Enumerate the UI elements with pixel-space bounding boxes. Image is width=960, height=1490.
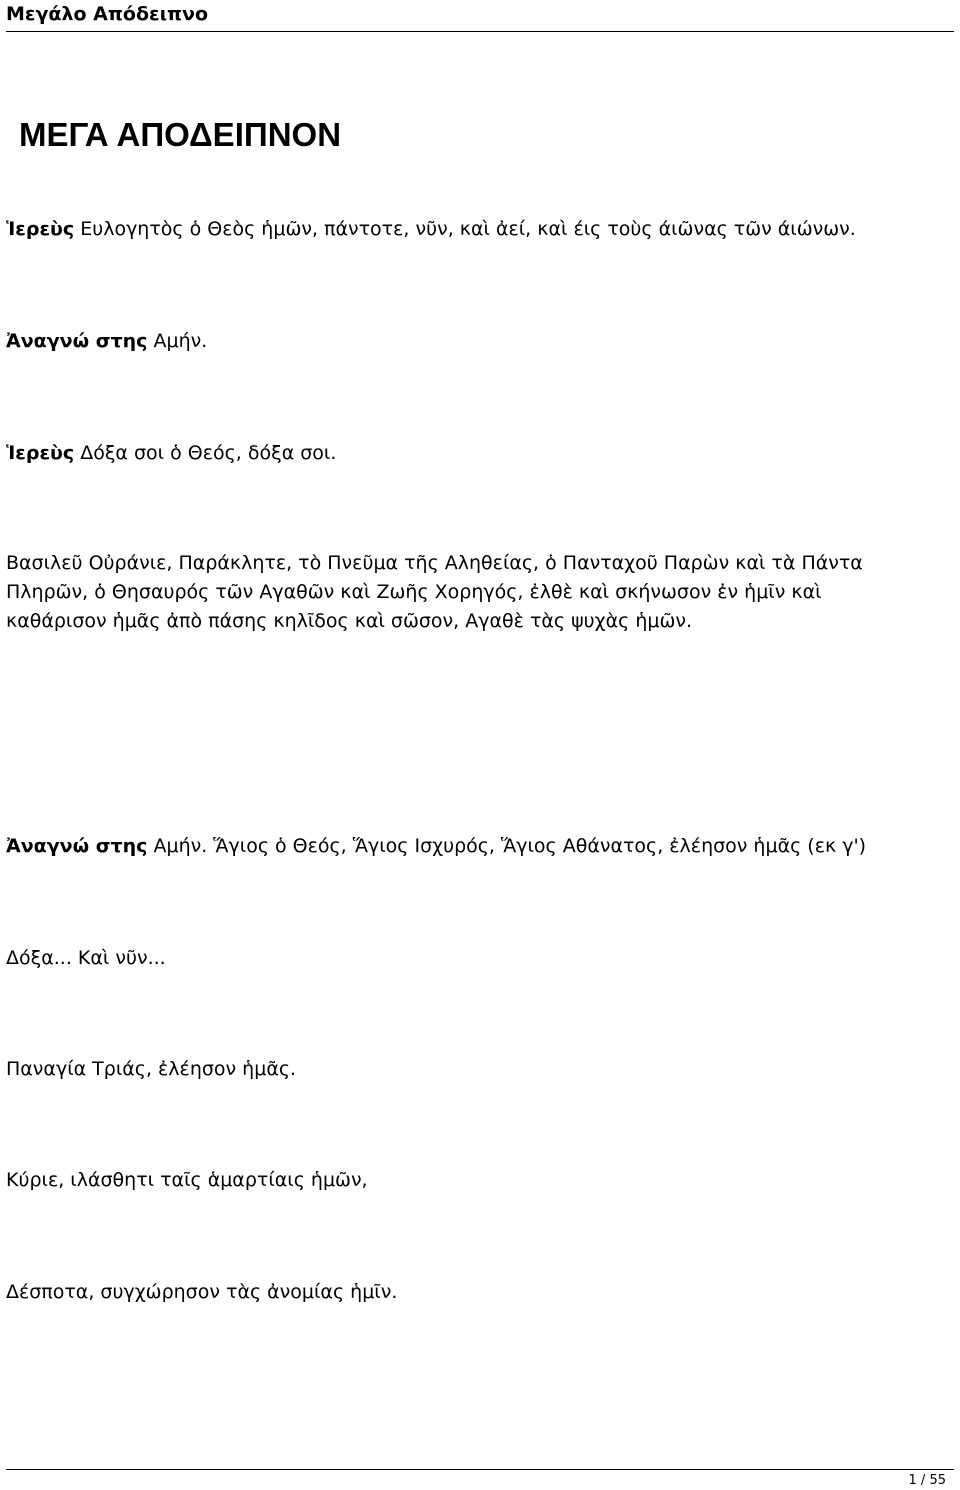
- footer-divider: [6, 1469, 954, 1470]
- liturgy-line: [6, 832, 866, 860]
- speaker-label: Ἱερεὺς: [6, 442, 75, 464]
- speaker-label: Ἀναγνώ στης: [6, 330, 148, 352]
- liturgy-text: Δόξα σοι ὁ Θεός, δόξα σοι.: [74, 442, 337, 464]
- closing-line: Παναγία Τριάς, ἐλέησον ἡμᾶς.: [6, 1058, 297, 1080]
- liturgy-text: Αμήν.: [147, 330, 208, 352]
- prayer-line: Πληρῶν, ὁ Θησαυρός τῶν Αγαθῶν καὶ Ζωῆς Χορηγός, ἐλθὲ καὶ σκήνωσον ἐν ἡμῖν καὶ: [6, 581, 822, 603]
- running-header-title: Μεγάλο Απόδειπνο: [6, 3, 209, 25]
- closing-line: Κύριε, ιλάσθητι ταῖς ἁμαρτίαις ἡμῶν,: [6, 1169, 368, 1191]
- prayer-line: Βασιλεῦ Οὐράνιε, Παράκλητε, τὸ Πνεῦμα τῆς Αληθείας, ὁ Πανταχοῦ Παρὼν καὶ τὰ Πάντα: [6, 552, 863, 574]
- liturgy-text: Ευλογητὸς ὁ Θεὸς ἡμῶν, πάντοτε, νῦν, καὶ ἀεί, καὶ έις τοὺς άιῶνας τῶν άιώνων.: [74, 218, 856, 240]
- page-number: 1 / 55: [908, 1473, 946, 1488]
- liturgy-line: [6, 215, 856, 243]
- header-divider: [6, 31, 954, 32]
- closing-line: Δόξα... Καὶ νῦν...: [6, 947, 166, 969]
- liturgy-line: [6, 327, 207, 355]
- closing-line: Δέσποτα, συγχώρησον τὰς ἀνομίας ἡμῖν.: [6, 1281, 398, 1303]
- speaker-label: Ἱερεὺς: [6, 218, 75, 240]
- speaker-label: Ἀναγνώ στης: [6, 835, 148, 857]
- prayer-line: καθάρισον ἡμᾶς ἀπὸ πάσης κηλῖδος καὶ σῶσον, Αγαθὲ τὰς ψυχὰς ἡμῶν.: [6, 610, 693, 632]
- liturgy-line: [6, 439, 336, 467]
- liturgy-text: Αμήν. Ἅγιος ὁ Θεός, Ἅγιος Ισχυρός, Ἅγιος Αθάνατος, ἐλέησον ἡμᾶς (εκ γ'): [147, 835, 867, 857]
- prayer-paragraph: [6, 549, 906, 636]
- document-title: ΜΕΓΑ ΑΠΟΔΕΙΠΝΟΝ: [19, 116, 342, 153]
